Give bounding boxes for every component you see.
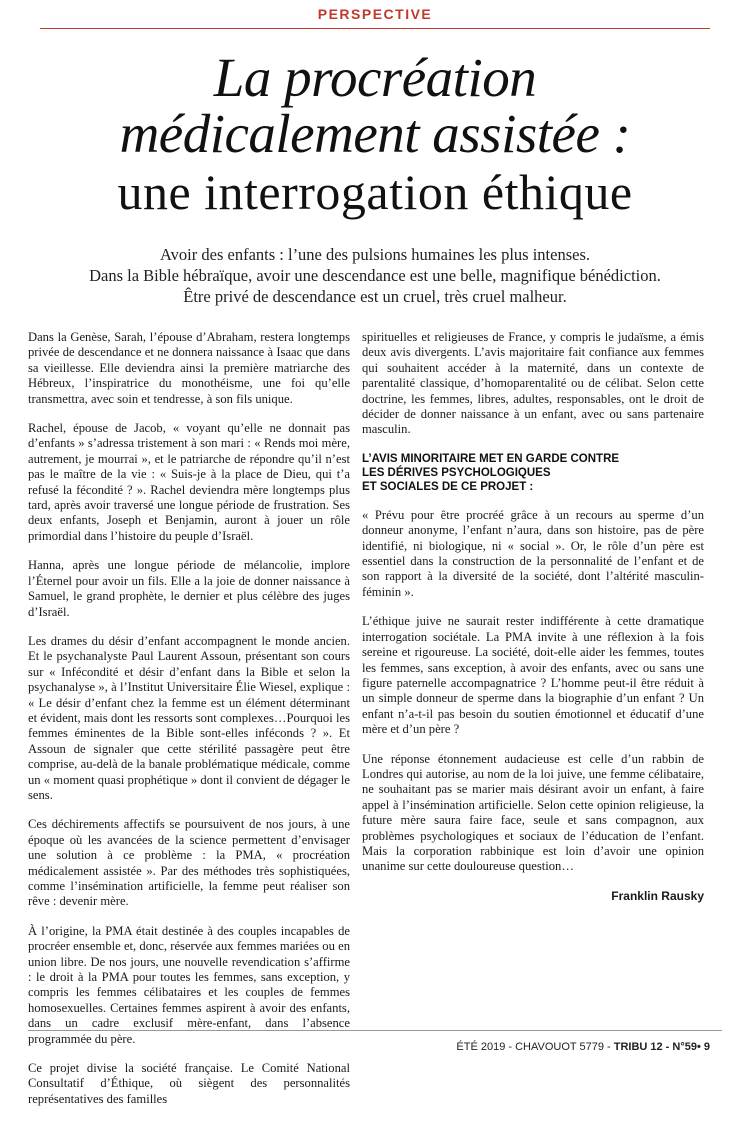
paragraph: Rachel, épouse de Jacob, « voyant qu’elle ne donnait pas d’enfants » s’adressa tristement à son mari : « Rends moi mère, autrement, je mourrai », et le patriarche de répondre qu’il n’est pas le maître de la vie : « Suis-je à la place de Dieu, qui t’a refusé la fécondité ? ». Rachel deviendra mère longtemps plus tard, après avoir traversé une longue période de frustration. Ses deux enfants, Joseph et Benjamin, auront à jouer un rôle primordial dans l’histoire du peuple d’Israël.	[28, 421, 350, 543]
paragraph: Les drames du désir d’enfant accompagnent le monde ancien. Et le psychanalyste Paul Laurent Assoun, présentant son cours sur « Infécondité et désir d’enfant dans la Bible et selon la psychanalyse », à l’Institut Universitaire Élie Wiesel, explique : « Le désir d’enfant chez la femme est un élément déterminant et évident, mais dont les ressorts sont complexes…Pourquoi les femmes éminentes de la Bible sont-elles inféconds ? ». Et Assoun de signaler que cette stérilité passagère peut être comprise, au-delà de la banale problématique médicale, comme un « moment quasi prophétique » dont il convient de dégager le sens.	[28, 633, 350, 802]
paragraph: Une réponse étonnement audacieuse est celle d’un rabbin de Londres qui autorise, au nom de la loi juive, une femme célibataire, ne souhaitant pas se marier mais désirant avoir un enfant, à faire appel à l’insémination artificielle. Selon cette opinion religieuse, la future mère saura faire face, seule et sans compagnon, aux problèmes psychologiques et sociaux de l’éducation de l’enfant. Mais la corporation rabbinique est loin d’avoir une opinion unanime sur cette douloureuse question…	[362, 751, 704, 874]
article-lead	[40, 244, 710, 307]
page-footer	[456, 1041, 710, 1053]
paragraph: Hanna, après une longue période de mélancolie, implore l’Éternel pour avoir un fils. Elle a la joie de donner naissance à Samuel, le grand prophète, le dernier et plus célèbre des juges d’Israël.	[28, 558, 350, 619]
subheading	[362, 452, 704, 494]
rubric-bar	[40, 0, 710, 29]
footer-season: ÉTÉ 2019 - CHAVOUOT 5779 -	[456, 1041, 611, 1053]
subheading-line: ET SOCIALES DE CE PROJET :	[362, 480, 534, 493]
right-column	[362, 330, 704, 904]
lead-line: Avoir des enfants : l’une des pulsions humaines les plus intenses.	[159, 245, 590, 264]
lead-line: Être privé de descendance est un cruel, très cruel malheur.	[183, 287, 567, 306]
section-rubric: PERSPECTIVE	[306, 0, 445, 28]
footer-issue: TRIBU 12 - N°59• 9	[613, 1041, 710, 1053]
author-signature: Franklin Rausky	[611, 888, 704, 903]
subheading-line: L’AVIS MINORITAIRE MET EN GARDE CONTRE	[362, 452, 620, 465]
paragraph: Dans la Genèse, Sarah, l’épouse d’Abraham, restera longtemps privée de descendance et ne donnera naissance à Isaac que dans sa vieillesse. Elle deviendra ainsi la première matriarche des Hébreux, l’inspiratrice du monothéisme, une foi qu’elle transmettra, avec soin et tendresse, à son fils unique.	[28, 330, 350, 406]
paragraph: L’éthique juive ne saurait rester indifférente à cette dramatique interrogation sociétale. La PMA invite à une réflexion à la fois sereine et rigoureuse. La société, doit-elle aider les femmes, toutes les femmes, sans exception, à avoir des enfants, avec ou sans une figure paternelle accompagnatrice ? L’homme peut-il être réduit à un simple donneur de sperme dans la biographie d’un enfant ? Un enfant n’a-t-il pas besoin du soutien émotionnel et éducatif d’une mère et d’un père ?	[362, 614, 704, 737]
paragraph: À l’origine, la PMA était destinée à des couples incapables de procréer ensemble et, donc, réservée aux femmes mariées ou en union libre. De nos jours, une nouvelle revendication s’affirme : le droit à la PMA pour toutes les femmes, sans exception, y compris les femmes célibataires et les couples de femmes homosexuelles. Certaines femmes aspirent à avoir des enfants, dans un cadre exclusif mère-enfant, dans l’absence programmée du père.	[28, 923, 350, 1046]
paragraph: Ces déchirements affectifs se poursuivent de nos jours, à une époque où les avancées de la science permettent d’envisager une solution à ce problème : la PMA, « procréation médicalement assistée ». Par des méthodes très sophistiquées, comme l’insémination artificielle, la femme peut réaliser son rêve : devenir mère.	[28, 817, 350, 909]
article-title	[30, 47, 720, 222]
paragraph: Ce projet divise la société française. Le Comité National Consultatif d’Éthique, où siègent des personnalités représentatives des familles	[28, 1061, 350, 1106]
paragraph: « Prévu pour être procréé grâce à un recours au sperme d’un donneur anonyme, l’enfant n’aura, dans son histoire, pas de père identifié, ni biologique, ni « social ». Or, le rôle d’un père est essentiel dans la construction de la personnalité de l’enfant et de son rapport à la diversité de la société, dont l’altérité masculin-féminin ».	[362, 507, 704, 599]
subheading-line: LES DÉRIVES PSYCHOLOGIQUES	[362, 466, 551, 479]
footer-rule	[28, 1030, 722, 1031]
title-line-2: médicalement assistée :	[119, 103, 631, 164]
lead-line: Dans la Bible hébraïque, avoir une descendance est une belle, magnifique bénédiction.	[89, 266, 661, 285]
left-column	[28, 330, 350, 1121]
paragraph: spirituelles et religieuses de France, y compris le judaïsme, a émis deux avis divergents. L’avis majoritaire fait confiance aux femmes qui souhaitent accéder à la maternité, dans un contexte de parentalité classique, d’homoparentalité ou de célibat. Selon cette doctrine, les femmes, libres, adultes, responsables, ont le droit de décider de donner naissance à un enfant, avec ou sans partenaire masculin.	[362, 330, 704, 437]
title-line-1: La procréation	[213, 47, 537, 108]
title-line-3: une interrogation éthique	[117, 164, 633, 220]
